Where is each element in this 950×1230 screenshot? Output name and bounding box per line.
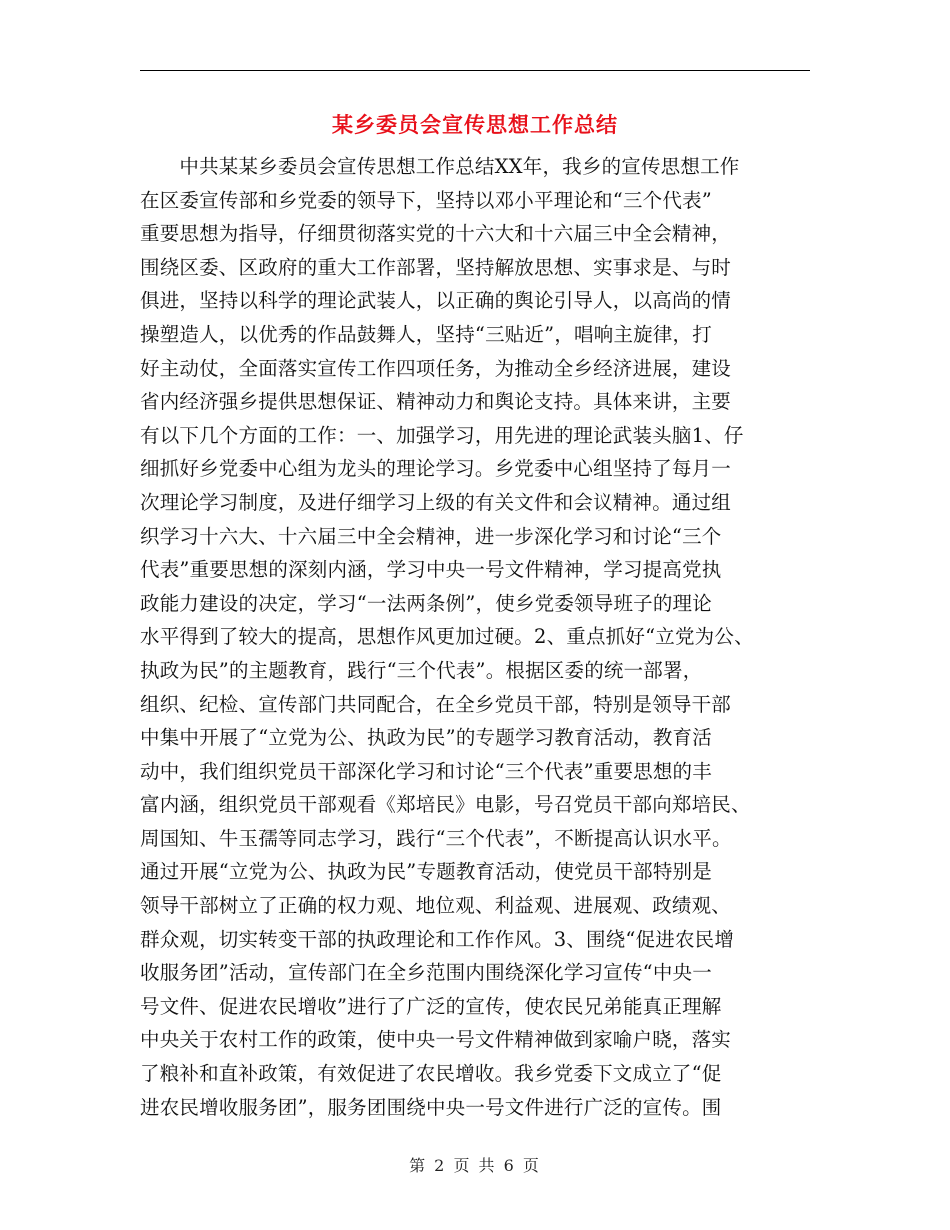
body-line: 操塑造人，以优秀的作品鼓舞人，坚持“三贴近”，唱响主旋律，打 [140,322,712,346]
body-line: 了粮补和直补政策，有效促进了农民增收。我乡党委下文成立了“促 [140,1062,722,1086]
body-line: 群众观，切实转变干部的执政理论和工作作风。3、围绕“促进农民增 [140,927,735,951]
body-line: 围绕区委、区政府的重大工作部署，坚持解放思想、实事求是、与时 [140,255,732,279]
body-line: 代表”重要思想的深刻内涵，学习中央一号文件精神，学习提高党执 [140,558,722,582]
body-line: 政能力建设的决定，学习“一法两条例”，使乡党委领导班子的理论 [140,591,712,615]
body-line: 执政为民”的主题教育，践行“三个代表”。根据区委的统一部署， [140,658,703,682]
body-line: 细抓好乡党委中心组为龙头的理论学习。乡党委中心组坚持了每月一 [140,457,732,481]
body-line: 领导干部树立了正确的权力观、地位观、利益观、进展观、政绩观、 [140,894,732,918]
body-line: 在区委宣传部和乡党委的领导下，坚持以邓小平理论和“三个代表” [140,188,712,212]
body-line: 收服务团”活动，宣传部门在全乡范围内围绕深化学习宣传“中央一 [140,961,712,985]
body-line: 好主动仗，全面落实宣传工作四项任务，为推动全乡经济进展，建设 [140,356,732,380]
body-line: 动中，我们组织党员干部深化学习和讨论“三个代表”重要思想的丰 [140,759,712,783]
body-line: 省内经济强乡提供思想保证、精神动力和舆论支持。具体来讲，主要 [140,390,732,414]
page-number: 第 2 页 共 6 页 [409,1156,541,1175]
body-line: 有以下几个方面的工作：一、加强学习，用先进的理论武装头脑1、仔 [140,423,744,447]
body-line: 周国知、牛玉孺等同志学习，践行“三个代表”，不断提高认识水平。 [140,826,732,850]
body-line: 进农民增收服务团”，服务团围绕中央一号文件进行广泛的宣传。围 [140,1095,722,1119]
document-title: 某乡委员会宣传思想工作总结 [332,112,618,137]
body-line: 中央关于农村工作的政策，使中央一号文件精神做到家喻户晓，落实 [140,1028,732,1052]
body-line: 中共某某乡委员会宣传思想工作总结XX年，我乡的宣传思想工作 [140,155,740,178]
body-line: 俱进，坚持以科学的理论武装人，以正确的舆论引导人，以高尚的情 [140,289,732,313]
body-line: 通过开展“立党为公、执政为民”专题教育活动，使党员干部特别是 [140,860,712,884]
header-rule [140,70,810,71]
body-line: 富内涵，组织党员干部观看《郑培民》电影，号召党员干部向郑培民、 [140,793,751,817]
body-line: 水平得到了较大的提高，思想作风更加过硬。2、重点抓好“立党为公、 [140,625,754,649]
body-line: 次理论学习制度，及进仔细学习上级的有关文件和会议精神。通过组 [140,490,732,514]
body-line: 组织、纪检、宣传部门共同配合，在全乡党员干部，特别是领导干部 [140,692,732,716]
body-line: 织学习十六大、十六届三中全会精神，进一步深化学习和讨论“三个 [140,524,722,548]
body-line: 号文件、促进农民增收”进行了广泛的宣传，使农民兄弟能真正理解 [140,994,722,1018]
body-line: 重要思想为指导，仔细贯彻落实党的十六大和十六届三中全会精神， [140,222,732,246]
body-line: 中集中开展了“立党为公、执政为民”的专题学习教育活动，教育活 [140,726,712,750]
document-body [140,150,830,1124]
